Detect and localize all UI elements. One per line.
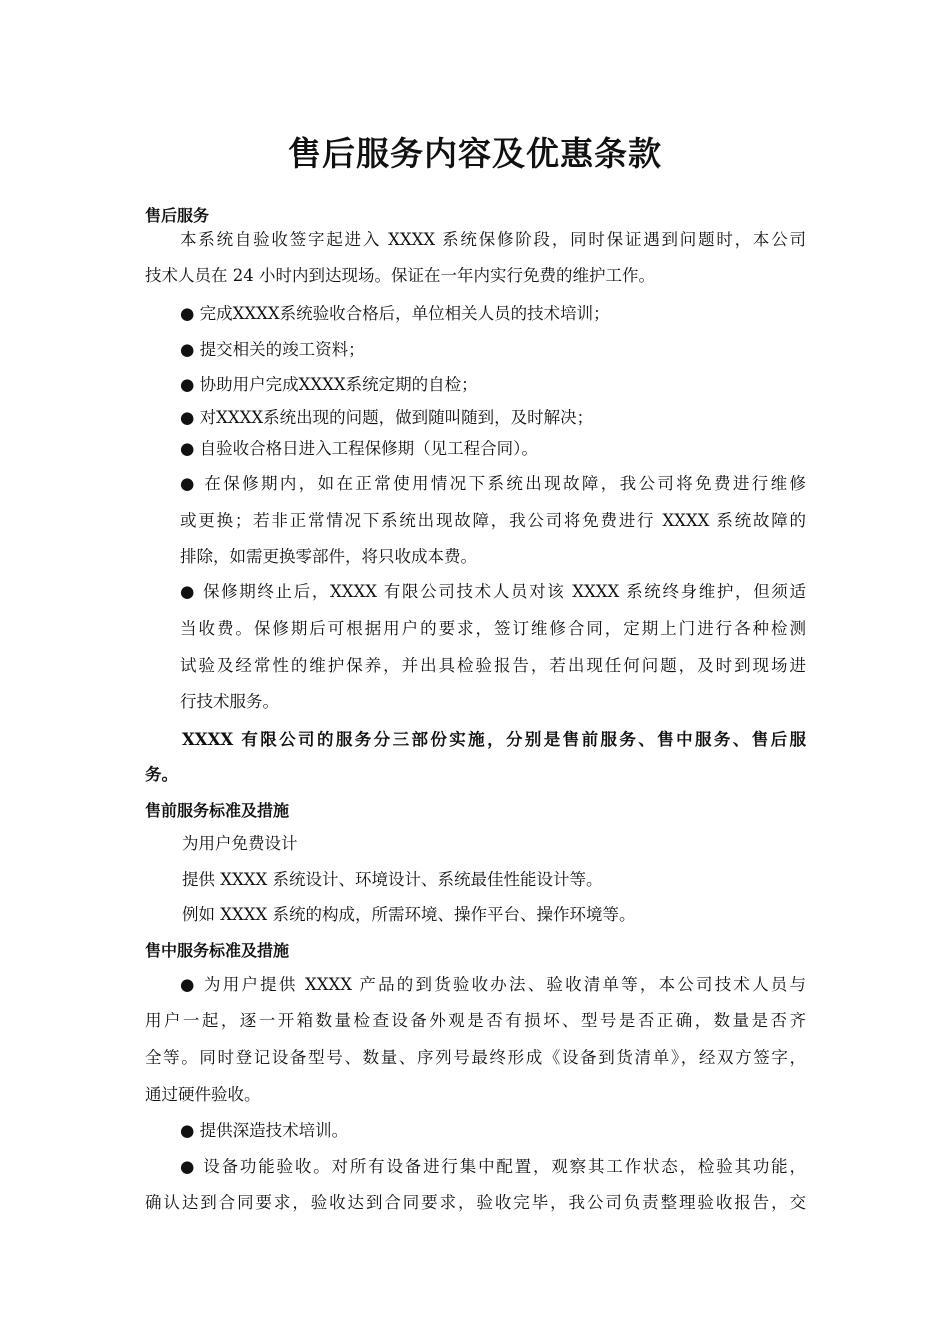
after-sales-bullet-1: ● 完成XXXX系统验收合格后，单位相关人员的技术培训；	[180, 304, 610, 323]
post-warranty-line-2: 当收费。保修期后可根据用户的要求，签订维修合同，定期上门进行各种检测	[180, 619, 806, 638]
in-sales-para1-line-4: 通过硬件验收。	[145, 1085, 261, 1104]
after-sales-bullet-3: ● 协助用户完成XXXX系统定期的自检；	[180, 375, 478, 394]
pre-sales-line-2: 提供 XXXX 系统设计、环境设计、系统最佳性能设计等。	[182, 870, 603, 889]
in-sales-para1-line-1: ● 为用户提供 XXXX 产品的到货验收办法、验收清单等，本公司技术人员与	[180, 975, 806, 994]
pre-sales-heading: 售前服务标准及措施	[145, 801, 290, 820]
in-sales-para3-line-2: 确认达到合同要求，验收达到合同要求，验收完毕，我公司负责整理验收报告，交	[145, 1193, 806, 1212]
post-warranty-line-4: 行技术服务。	[180, 692, 279, 711]
after-sales-intro-line-1: 本系统自验收签字起进入 XXXX 系统保修阶段，同时保证遇到问题时，本公司	[180, 230, 806, 249]
after-sales-bullet-5: ● 自验收合格日进入工程保修期（见工程合同）。	[180, 439, 538, 458]
in-sales-para1-line-2: 用户一起，逐一开箱数量检查设备外观是否有损坏、型号是否正确，数量是否齐	[145, 1011, 806, 1030]
pre-sales-line-1: 为用户免费设计	[182, 834, 298, 853]
after-sales-bullet-2: ● 提交相关的竣工资料；	[180, 340, 365, 359]
after-sales-intro-line-2: 技术人员在 24 小时内到达现场。保证在一年内实行免费的维护工作。	[145, 266, 655, 285]
after-sales-heading: 售后服务	[145, 206, 210, 225]
in-sales-para1-line-3: 全等。同时登记设备型号、数量、序列号最终形成《设备到货清单》，经双方签字，	[145, 1048, 806, 1067]
in-sales-para2: ● 提供深造技术培训。	[180, 1121, 349, 1140]
service-summary-line-1: XXXX 有限公司的服务分三部份实施，分别是售前服务、售中服务、售后服	[182, 730, 806, 749]
service-summary-line-2: 务。	[145, 765, 178, 784]
document-title: 售后服务内容及优惠条款	[288, 134, 662, 173]
pre-sales-line-3: 例如 XXXX 系统的构成，所需环境、操作平台、操作环境等。	[182, 905, 636, 924]
warranty-para-line-1: ● 在保修期内，如在正常使用情况下系统出现故障，我公司将免费进行维修	[180, 474, 806, 493]
post-warranty-line-3: 试验及经常性的维护保养，并出具检验报告，若出现任何问题，及时到现场进	[180, 656, 806, 675]
post-warranty-line-1: ● 保修期终止后，XXXX 有限公司技术人员对该 XXXX 系统终身维护，但须适	[180, 582, 806, 601]
in-sales-heading: 售中服务标准及措施	[145, 941, 290, 960]
warranty-para-line-2: 或更换；若非正常情况下系统出现故障，我公司将免费进行 XXXX 系统故障的	[180, 511, 806, 530]
warranty-para-line-3: 排除，如需更换零部件，将只收成本费。	[180, 547, 477, 566]
in-sales-para3-line-1: ● 设备功能验收。对所有设备进行集中配置，观察其工作状态，检验其功能，	[180, 1157, 806, 1176]
after-sales-bullet-4: ● 对XXXX系统出现的问题，做到随叫随到，及时解决；	[180, 408, 594, 427]
